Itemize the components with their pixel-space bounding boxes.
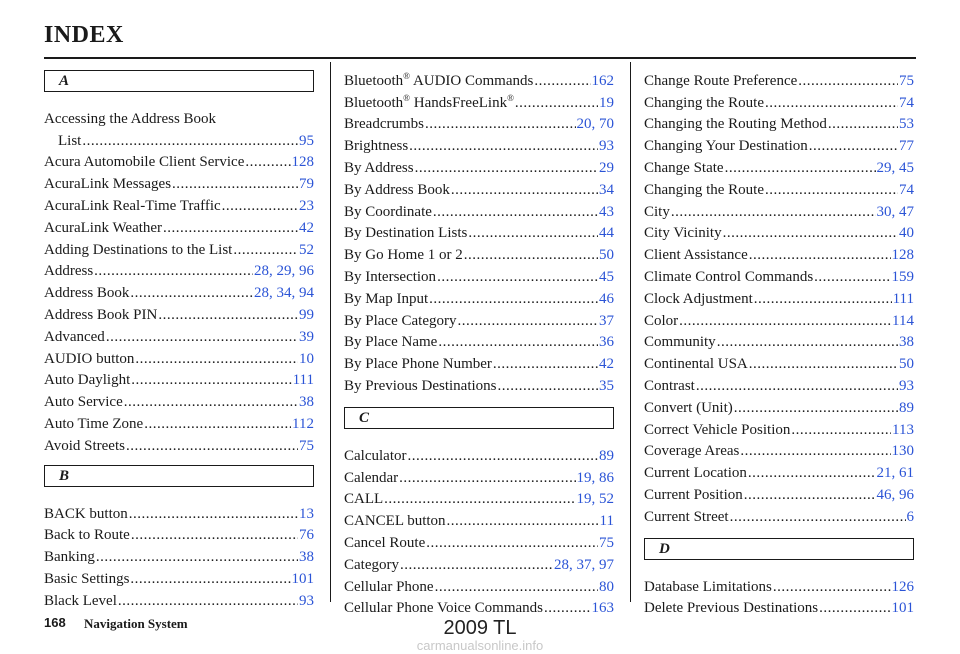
page-reference-link[interactable]: 44 [599, 225, 614, 242]
page-number: 168 [44, 615, 66, 630]
page-reference-link[interactable]: 19, 52 [576, 491, 614, 508]
index-entry [44, 280, 314, 302]
page-reference-link[interactable]: 50 [599, 247, 614, 264]
page-reference-link[interactable]: 113 [892, 421, 914, 438]
section-a-entries [44, 128, 314, 455]
page-title: INDEX [44, 22, 124, 48]
index-entry-label: Color [644, 312, 679, 329]
page-reference-link[interactable]: 114 [892, 312, 914, 329]
dot-leader [400, 556, 553, 574]
index-entry [344, 574, 614, 596]
page-reference-link[interactable]: 50 [899, 356, 914, 373]
dot-leader [679, 312, 891, 330]
index-entry-label: Changing Your Destination [644, 138, 808, 155]
dot-leader [717, 333, 898, 351]
index-entry [44, 150, 314, 172]
index-entry [644, 351, 914, 373]
dot-leader [814, 268, 890, 286]
index-entry-label: By Coordinate [344, 203, 432, 220]
page-reference-link[interactable]: 29 [599, 159, 614, 176]
index-entry-label: Changing the Route [644, 94, 764, 111]
page-reference-link[interactable]: 79 [299, 176, 314, 193]
index-entry-label: Adding Destinations to the List [44, 241, 233, 258]
page-reference-link[interactable]: 28, 34, 94 [254, 285, 314, 302]
dot-leader [233, 241, 298, 259]
index-entry-label: By Place Phone Number [344, 356, 492, 373]
page-reference-link[interactable]: 28, 37, 97 [554, 556, 614, 573]
index-entry-label: Convert (Unit) [644, 399, 733, 416]
index-entry [344, 133, 614, 155]
dot-leader [131, 371, 291, 389]
index-entry [44, 193, 314, 215]
index-entry-label: By Map Input [344, 290, 429, 307]
dot-leader [725, 159, 876, 177]
page-reference-link[interactable]: 76 [299, 527, 314, 544]
dot-leader [791, 421, 891, 439]
index-entry-label: City [644, 203, 670, 220]
watermark-model: 2009 TL [443, 617, 517, 639]
page-reference-link[interactable]: 13 [299, 505, 314, 522]
dot-leader [749, 355, 898, 373]
page-reference-link[interactable]: 43 [599, 203, 614, 220]
page-reference-link[interactable]: 30, 47 [876, 203, 914, 220]
index-entry [44, 259, 314, 281]
index-entry [644, 177, 914, 199]
dot-leader [82, 132, 298, 150]
page-reference-link[interactable]: 35 [599, 377, 614, 394]
index-entry [44, 215, 314, 237]
dot-leader [429, 290, 598, 308]
index-entry [344, 177, 614, 199]
index-entry [344, 199, 614, 221]
index-entry-label: BACK button [44, 505, 128, 522]
index-entry-text: Accessing the Address Book [44, 110, 217, 127]
dot-leader [124, 393, 298, 411]
index-entry-label: Advanced [44, 328, 105, 345]
page-reference-link[interactable]: 75 [299, 437, 314, 454]
dot-leader [696, 377, 898, 395]
index-entry [344, 596, 614, 618]
dot-leader [426, 534, 598, 552]
page-reference-link[interactable]: 38 [299, 549, 314, 566]
index-entry-label: Community [644, 334, 716, 351]
dot-leader [544, 599, 590, 617]
dot-leader [415, 159, 598, 177]
dot-leader [515, 94, 598, 112]
index-entry-label: Address Book PIN [44, 306, 158, 323]
page-reference-link[interactable]: 38 [899, 334, 914, 351]
page-reference-link[interactable]: 42 [299, 219, 314, 236]
dot-leader [749, 246, 891, 264]
index-entry-label: Cancel Route [344, 534, 426, 551]
index-entry [344, 443, 614, 465]
index-entry-label: City Vicinity [644, 225, 722, 242]
page-reference-link[interactable]: 95 [299, 132, 314, 149]
index-column-3 [644, 68, 914, 617]
page-reference-link[interactable]: 52 [299, 241, 314, 258]
index-entry [644, 504, 914, 526]
index-entry-label: Address [44, 263, 94, 280]
index-entry-label: Continental USA [644, 356, 748, 373]
dot-leader [809, 137, 898, 155]
index-column-2 [344, 68, 614, 617]
index-entry-label: Delete Previous Destinations [644, 600, 819, 617]
footer-section-title: Navigation System [84, 616, 188, 631]
index-entry [644, 242, 914, 264]
index-entry-label: Banking [44, 549, 95, 566]
index-entry-label: Current Street [644, 508, 729, 525]
page-reference-link[interactable]: 10 [299, 350, 314, 367]
page-reference-link[interactable]: 80 [599, 578, 614, 595]
index-entry [644, 574, 914, 596]
dot-leader [437, 268, 598, 286]
page-reference-link[interactable]: 130 [891, 443, 914, 460]
index-entry [644, 155, 914, 177]
dot-leader [468, 224, 598, 242]
dot-leader [135, 350, 298, 368]
page-reference-link[interactable]: 163 [591, 600, 614, 617]
index-entry-label: Auto Service [44, 394, 123, 411]
index-entry-label: Current Position [644, 486, 743, 503]
page-reference-link[interactable]: 38 [299, 394, 314, 411]
dot-leader [409, 137, 598, 155]
dot-leader [131, 526, 298, 544]
section-c-entries-cont [644, 68, 914, 526]
dot-leader [172, 175, 298, 193]
page-reference-link[interactable]: 162 [591, 72, 614, 89]
index-entry [344, 330, 614, 352]
index-entry [644, 264, 914, 286]
index-entry-label: Breadcrumbs [344, 116, 424, 133]
dot-leader [245, 153, 290, 171]
index-entry [344, 552, 614, 574]
index-entry [344, 221, 614, 243]
page-reference-link[interactable]: 42 [599, 356, 614, 373]
dot-leader [740, 442, 890, 460]
index-entry-label: Coverage Areas [644, 443, 740, 460]
index-entry [644, 596, 914, 618]
dot-leader [464, 246, 598, 264]
index-entry [344, 112, 614, 134]
index-column-1 [44, 68, 314, 610]
index-entry [44, 237, 314, 259]
section-header-d: D [644, 538, 914, 560]
dot-leader [819, 599, 890, 617]
dot-leader [798, 72, 898, 90]
dot-leader [773, 578, 891, 596]
section-c-entries [344, 443, 614, 617]
page-reference-link[interactable]: 159 [891, 268, 914, 285]
title-divider [44, 57, 916, 59]
dot-leader [457, 312, 598, 330]
page-reference-link[interactable]: 89 [899, 399, 914, 416]
index-entry [44, 523, 314, 545]
dot-leader [126, 437, 298, 455]
page-reference-link[interactable]: 111 [892, 290, 914, 307]
page-reference-link[interactable]: 112 [292, 415, 314, 432]
index-entry-label: Avoid Streets [44, 437, 125, 454]
dot-leader [144, 415, 291, 433]
index-entry-label: List [58, 132, 82, 149]
page-reference-link[interactable]: 46 [599, 290, 614, 307]
index-entry-label: Changing the Route [644, 181, 764, 198]
index-entry [644, 330, 914, 352]
dot-leader [384, 490, 575, 508]
index-entry [44, 346, 314, 368]
dot-leader [407, 447, 598, 465]
index-entry-label: AcuraLink Real-Time Traffic [44, 197, 221, 214]
index-entry-label: Change Route Preference [644, 72, 798, 89]
page-reference-link[interactable]: 53 [899, 116, 914, 133]
page-reference-link[interactable]: 29, 45 [876, 159, 914, 176]
page-reference-link[interactable]: 75 [899, 72, 914, 89]
index-entry [44, 368, 314, 390]
index-entry [644, 460, 914, 482]
index-entry [344, 264, 614, 286]
page-reference-link[interactable]: 34 [599, 181, 614, 198]
index-entry [44, 433, 314, 455]
index-entry-label: Bluetooth® AUDIO Commands [344, 70, 534, 89]
section-b-entries-cont [344, 68, 614, 395]
page-reference-link[interactable]: 19 [599, 94, 614, 111]
index-entry-label: Calendar [344, 469, 399, 486]
watermark-site: carmanualsonline.info [416, 638, 544, 653]
dot-leader [158, 306, 298, 324]
page-reference-link[interactable]: 46, 96 [876, 486, 914, 503]
page-reference-link[interactable]: 89 [599, 447, 614, 464]
index-entry [44, 501, 314, 523]
page-reference-link[interactable]: 19, 86 [576, 469, 614, 486]
index-entry-label: Address Book [44, 285, 130, 302]
index-entry [644, 221, 914, 243]
page-reference-link[interactable]: 111 [292, 372, 314, 389]
index-entry-label: Changing the Routing Method [644, 116, 827, 133]
index-entry-label: Back to Route [44, 527, 130, 544]
index-entry [344, 465, 614, 487]
page-reference-link[interactable]: 37 [599, 312, 614, 329]
index-entry [344, 155, 614, 177]
index-entry-label: CALL [344, 491, 384, 508]
index-entry-label: Basic Settings [44, 570, 130, 587]
index-entry [44, 389, 314, 411]
dot-leader [447, 512, 599, 530]
section-header-c: C [344, 407, 614, 429]
index-entry-label: AcuraLink Messages [44, 176, 172, 193]
index-entry [644, 395, 914, 417]
dot-leader [744, 486, 876, 504]
index-entry-label: Category [344, 556, 399, 573]
index-entry-label: Auto Daylight [44, 372, 131, 389]
index-entry-label: Cellular Phone Voice Commands [344, 600, 544, 617]
index-entry [644, 68, 914, 90]
index-entry [44, 566, 314, 588]
index-entry-label: By Address [344, 159, 414, 176]
dot-leader [118, 592, 298, 610]
index-entry [344, 90, 614, 112]
index-entry-label: AUDIO button [44, 350, 135, 367]
dot-leader [94, 262, 253, 280]
dot-leader [534, 72, 590, 90]
page-reference-link[interactable]: 28, 29, 96 [254, 263, 314, 280]
index-entry-label: By Address Book [344, 181, 450, 198]
index-entry-label: By Place Category [344, 312, 457, 329]
index-entry-label: Cellular Phone [344, 578, 434, 595]
index-entry [644, 373, 914, 395]
dot-leader [498, 377, 599, 395]
index-entry [44, 324, 314, 346]
dot-leader [438, 333, 598, 351]
dot-leader [222, 197, 298, 215]
dot-leader [130, 570, 290, 588]
page-reference-link[interactable]: 99 [299, 306, 314, 323]
page-reference-link[interactable]: 75 [599, 534, 614, 551]
section-b-entries [44, 501, 314, 610]
index-entry [44, 411, 314, 433]
index-entry-label: Clock Adjustment [644, 290, 753, 307]
dot-leader [451, 181, 598, 199]
dot-leader [435, 578, 598, 596]
index-entry-label: By Go Home 1 or 2 [344, 247, 463, 264]
dot-leader [754, 290, 892, 308]
dot-leader [433, 203, 598, 221]
page-reference-link[interactable]: 39 [299, 328, 314, 345]
index-entry [644, 133, 914, 155]
page-reference-link[interactable]: 101 [291, 570, 314, 587]
index-entry [344, 286, 614, 308]
index-entry [344, 508, 614, 530]
page-reference-link[interactable]: 77 [899, 138, 914, 155]
index-entry [344, 351, 614, 373]
index-entry [344, 487, 614, 509]
index-entry-label: Black Level [44, 592, 117, 609]
page-reference-link[interactable]: 93 [599, 138, 614, 155]
dot-leader [130, 284, 253, 302]
dot-leader [765, 181, 898, 199]
index-entry-label: Current Location [644, 465, 747, 482]
index-entry-label: Bluetooth® HandsFreeLink® [344, 92, 514, 111]
index-entry [44, 171, 314, 193]
dot-leader [748, 464, 876, 482]
index-entry [644, 199, 914, 221]
dot-leader [734, 399, 898, 417]
index-entry-label: Contrast [644, 377, 695, 394]
index-entry-label: CANCEL button [344, 513, 446, 530]
index-entry [44, 588, 314, 610]
index-entry-label: Client Assistance [644, 247, 748, 264]
index-entry [44, 544, 314, 566]
index-entry-label: Brightness [344, 138, 409, 155]
index-entry [44, 302, 314, 324]
page-reference-link[interactable]: 11 [599, 513, 614, 530]
page-reference-link[interactable]: 36 [599, 334, 614, 351]
page-reference-link[interactable]: 21, 61 [876, 465, 914, 482]
index-entry [344, 373, 614, 395]
page-reference-link[interactable]: 93 [899, 377, 914, 394]
index-entry-label: Correct Vehicle Position [644, 421, 791, 438]
column-divider-1 [330, 62, 331, 602]
dot-leader [765, 94, 898, 112]
dot-leader [106, 328, 298, 346]
index-entry [644, 90, 914, 112]
page-reference-link[interactable]: 6 [906, 508, 914, 525]
index-entry-label: Database Limitations [644, 578, 772, 595]
dot-leader [828, 115, 898, 133]
section-d-entries [644, 574, 914, 618]
dot-leader [163, 219, 298, 237]
page-reference-link[interactable]: 45 [599, 268, 614, 285]
index-entry [644, 112, 914, 134]
index-entry [344, 308, 614, 330]
index-entry-label: Change State [644, 159, 724, 176]
page-reference-link[interactable]: 93 [299, 592, 314, 609]
index-entry [644, 482, 914, 504]
page-reference-link[interactable]: 128 [891, 247, 914, 264]
page-reference-link[interactable]: 101 [891, 600, 914, 617]
dot-leader [730, 508, 906, 526]
page-reference-link[interactable]: 128 [291, 154, 314, 171]
index-entry [644, 286, 914, 308]
section-header-b: B [44, 465, 314, 487]
page-reference-link[interactable]: 74 [899, 94, 914, 111]
index-entry-label: Acura Automobile Client Service [44, 154, 245, 171]
dot-leader [493, 355, 598, 373]
index-entry-label: By Previous Destinations [344, 377, 497, 394]
column-divider-2 [630, 62, 631, 602]
index-entry-label: By Intersection [344, 268, 437, 285]
index-entry-label: By Destination Lists [344, 225, 468, 242]
page-reference-link[interactable]: 74 [899, 181, 914, 198]
dot-leader [96, 548, 298, 566]
index-entry [644, 439, 914, 461]
dot-leader [425, 115, 576, 133]
index-entry-label: Auto Time Zone [44, 415, 144, 432]
page-reference-link[interactable]: 23 [299, 197, 314, 214]
index-entry-label: By Place Name [344, 334, 438, 351]
dot-leader [723, 224, 898, 242]
index-entry-label: Calculator [344, 447, 407, 464]
index-entry-label: Climate Control Commands [644, 268, 814, 285]
index-entry-label: AcuraLink Weather [44, 219, 163, 236]
dot-leader [399, 469, 575, 487]
index-entry [644, 417, 914, 439]
dot-leader [671, 203, 876, 221]
page-reference-link[interactable]: 40 [899, 225, 914, 242]
index-entry [344, 68, 614, 90]
index-entry [644, 308, 914, 330]
section-header-a: A [44, 70, 314, 92]
index-entry [344, 530, 614, 552]
dot-leader [129, 505, 298, 523]
page-reference-link[interactable]: 20, 70 [576, 116, 614, 133]
page-reference-link[interactable]: 126 [891, 578, 914, 595]
index-entry [44, 128, 314, 150]
index-entry [344, 242, 614, 264]
